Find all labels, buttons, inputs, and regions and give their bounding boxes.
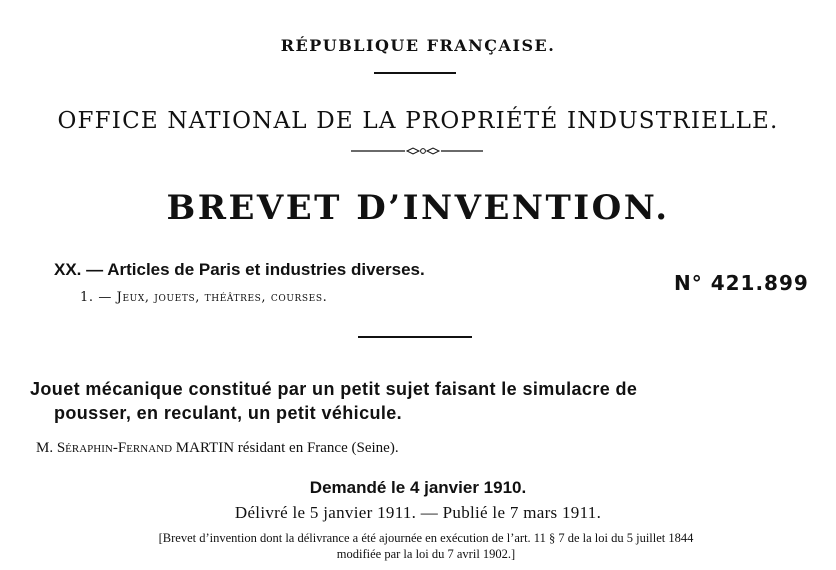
divider-rule	[374, 72, 456, 74]
document-title: BREVET D’INVENTION.	[166, 188, 670, 228]
office-heading: OFFICE NATIONAL DE LA PROPRIÉTÉ INDUSTRIELLE.	[57, 108, 779, 134]
classification-group: XX. — Articles de Paris et industries diverses.	[54, 260, 425, 279]
grant-publication-dates: Délivré le 5 janvier 1911. — Publié le 7 mars 1911.	[234, 503, 602, 522]
inventor-prefix: M.	[36, 440, 54, 456]
filing-date: Demandé le 4 janvier 1910.	[309, 478, 527, 497]
divider-rule-2	[358, 336, 472, 338]
invention-title-line1: Jouet mécanique constitué par un petit sujet faisant le simulacre de	[30, 379, 638, 399]
legal-note	[36, 530, 816, 562]
inventor-line	[36, 440, 399, 457]
ornament-divider	[351, 146, 483, 156]
classification-subgroup: 1. — Jeux, jouets, théâtres, courses.	[80, 290, 328, 305]
legal-note-line1: [Brevet d’invention dont la délivrance a été ajournée en exécution de l’art. 11 § 7 de la loi du 5 juillet 1844	[158, 531, 694, 545]
patent-number: N° 421.899	[674, 271, 809, 295]
inventor-residence: résidant en France (Seine).	[237, 440, 399, 456]
inventor-surname: MARTIN	[175, 440, 235, 456]
inventor-firstnames: Séraphin-Fernand	[56, 440, 173, 456]
invention-title-line2: pousser, en reculant, un petit véhicule.	[54, 403, 403, 423]
republique-heading: RÉPUBLIQUE FRANÇAISE.	[280, 36, 556, 55]
legal-note-line2: modifiée par la loi du 7 avril 1902.]	[336, 547, 516, 561]
